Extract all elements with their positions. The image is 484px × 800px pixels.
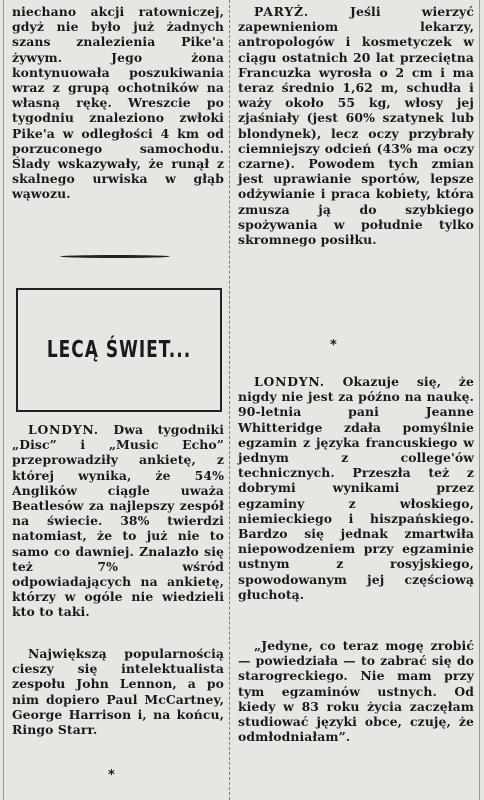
left-column (12, 0, 224, 800)
dateline-london-2: LONDYN. (254, 374, 325, 389)
paris-paragraph (238, 4, 474, 247)
page-edge-left (3, 0, 4, 800)
popularity-paragraph (12, 646, 224, 737)
page-edge-right (479, 0, 480, 800)
quote-text: „Jedyne, co teraz mogę zrobić — powiedziała — to zabrać się do starogreckiego. Nie mam przy tym egzaminów ustnych. Od kiedy w 83 roku życia zaczęłam studiować języki obce, czuję, że odmłodniałam”. (238, 638, 474, 745)
section-title-box (16, 288, 222, 412)
popularity-text: Największą popularnością cieszy się intelektualista zespołu John Lennon, a po nim dopiero Paul McCartney, George Harrison i, na końcu, Ringo Starr. (12, 646, 224, 738)
london-beatles-text: Dwa tygodniki „Disc” i „Music Echo” przeprowadziły ankietę, z której wynika, że 54% Anglików ciągle uważa Beatlesów za najlepszy zespół na świecie. 38% twierdzi natomiast, że to już nie to samo co dawniej. Znalazło się też 7% wśród odpowiadających na ankietę, którzy w ogóle nie wiedzieli kto to taki. (12, 422, 224, 620)
paris-text: Jeśli wierzyć zapewnieniom lekarzy, antropologów i kosmetyczek w ciągu ostatnich 20 lat przeciętna Francuzka wyrosła o 2 cm i ma teraz średnio 1,62 m, schudła i waży około 55 kg, włosy jej zjaśniały (jest 60% szatynek lub blondynek), lecz oczy przybrały ciemniejszy odcień (43% ma oczy czarne). Powodem tych zmian jest uprawianie sportów, lepsze odżywianie i praca kobiety, która zmusza ją do szybkiego spożywania w południe tylko skromnego posiłku. (238, 4, 474, 248)
right-column (238, 0, 474, 800)
continuation-paragraph: niechano akcji ratowniczej, gdyż nie było już żadnych szans znalezienia Pike'a żywym. Jego żona kontynuowała poszukiwania wraz z grupą ochotników na własną rękę. Wreszcie po tygodniu znaleziono zwłoki Pike'a w odległości 4 km od porzuconego samochodu. Ślady wskazywały, że runął z skalnego urwiska w głąb wąwozu. (12, 4, 224, 202)
dateline-paris: PARYŻ. (254, 4, 309, 19)
separator-star-left: * (108, 768, 115, 783)
dateline-london: LONDYN. (28, 422, 99, 437)
separator-star-right: * (330, 338, 337, 353)
section-title: LECĄ ŚWIET... (46, 336, 192, 364)
column-divider (229, 0, 230, 800)
london-exam-text: Okazuje się, że nigdy nie jest za późno na naukę. 90-letnia pani Jeanne Whitteridge zdała pomyślnie egzamin z języka francuskiego w jednym z college'ów technicznych. Przeszła też z dobrymi wynikami przez egzaminy z włoskiego, niemieckiego i hiszpańskiego. Bardzo się jednak zmartwiła niepowodzeniem przy egzaminie ustnym z rosyjskiego, spowodowanym jej częściową głuchotą. (238, 374, 474, 602)
quote-paragraph (238, 638, 474, 744)
london-exam-paragraph (238, 374, 474, 602)
section-rule (60, 255, 170, 258)
london-beatles-paragraph (12, 422, 224, 620)
